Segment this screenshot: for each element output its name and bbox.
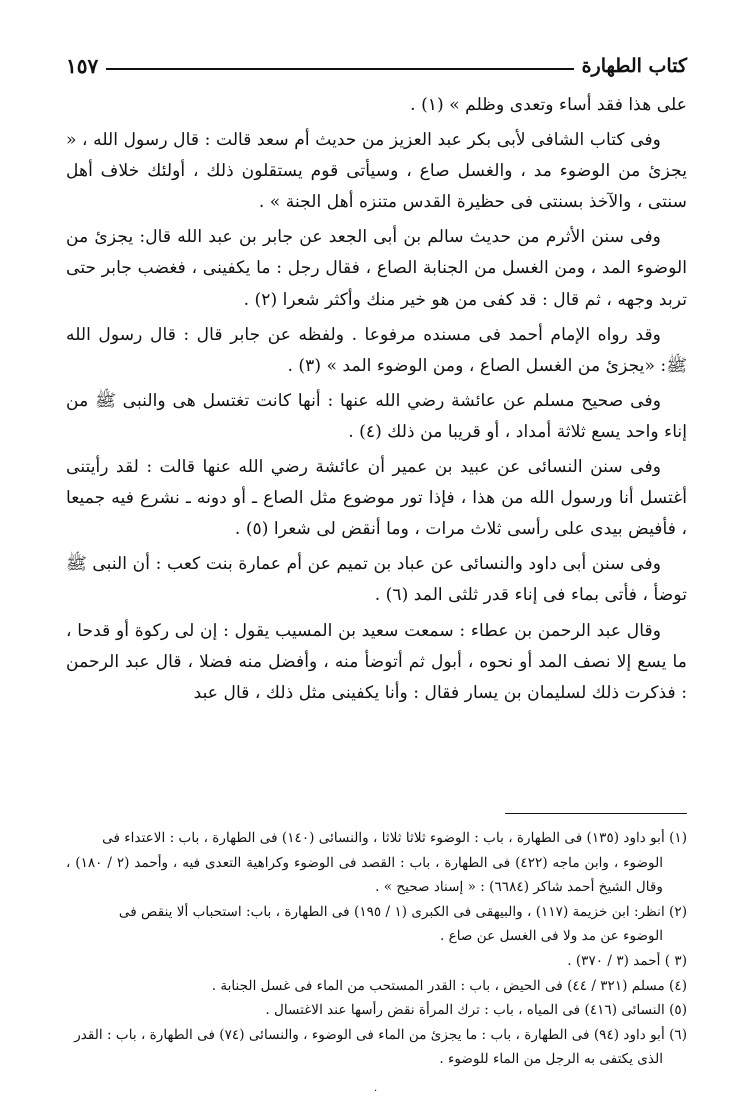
- footnote: [66, 949, 687, 974]
- footnote-line: (٥) النسائى (٤١٦) فى المياه ، باب : ترك المرأة نقض رأسها عند الاغتسال .: [265, 1002, 687, 1019]
- main-text: [66, 90, 687, 713]
- running-title: كتاب الطهارة: [581, 55, 687, 77]
- footnote: [66, 998, 687, 1023]
- footnote: [66, 826, 687, 900]
- footnote: [66, 974, 687, 999]
- paragraph: وفى سنن الأثرم من حديث سالم بن أبى الجعد عن جابر بن عبد الله قال: يجزئ من الوضوء المد ، ومن الغسل من الجنابة الصاع ، فقال رجل : ما يكفينى ، فغضب جابر حتى تربد وجهه ، ثم قال : قد كفى من هو خير منك وأكثر شعرا (٢) .: [66, 227, 687, 310]
- paragraph: وقد رواه الإمام أحمد فى مسنده مرفوعا . ولفظه عن جابر قال : قال رسول الله ﷺ: «يجزئ من الغسل الصاع ، ومن الوضوء المد » (٣) .: [66, 324, 687, 376]
- footnote-line: (١) أبو داود (١٣٥) فى الطهارة ، باب : الوضوء ثلاثا ثلاثا ، والنسائى (١٤٠) فى الطهارة ، باب : الاعتداء فى: [102, 830, 687, 846]
- footnotes: [66, 826, 687, 1072]
- footnote-continuation: الذى يكتفى به الرجل من الماء للوضوء .: [439, 1051, 663, 1068]
- footnote-line: (٣ ) أحمد (٣ / ٣٧٠) .: [567, 952, 687, 969]
- header-rule: [106, 68, 573, 70]
- footnote: [66, 900, 687, 949]
- paragraph: وفى كتاب الشافى لأبى بكر عبد العزيز من حديث أم سعد قالت : قال رسول الله ، « يجزئ من الوضوء مد ، والغسل صاع ، وسيأتى قوم يستقلون ذلك ، أولئك خلاف أهل سنتى ، والآخذ بسنتى فى حظيرة القدس متنزه أهل الجنة » .: [66, 130, 687, 213]
- footnote-line: (٤) مسلم (٣٢١ / ٤٤) فى الحيض ، باب : القدر المستحب من الماء فى غسل الجنابة .: [211, 977, 687, 994]
- page-header: [66, 54, 687, 78]
- page-number: ١٥٧: [66, 54, 99, 78]
- footnote: [66, 1023, 687, 1072]
- page-mark: ·: [374, 1086, 378, 1097]
- paragraph: وفى صحيح مسلم عن عائشة رضي الله عنها : أنها كانت تغتسل هى والنبى ﷺ من إناء واحد يسع ثلاثة أمداد ، أو قريبا من ذلك (٤) .: [66, 390, 687, 442]
- paragraph: وفى سنن أبى داود والنسائى عن عباد بن تميم عن أم عمارة بنت كعب : أن النبى ﷺ توضأ ، فأتى بماء فى إناء قدر ثلثى المد (٦) .: [66, 554, 687, 606]
- footnote-continuation: الوضوء عن مد ولا فى الغسل عن صاع .: [440, 928, 663, 945]
- footnote-line: (٢) انظر: ابن خزيمة (١١٧) ، والبيهقى فى الكبرى (١ / ١٩٥) فى الطهارة ، باب: استحباب ألا ينقص فى: [118, 903, 687, 920]
- footnote-line: (٦) أبو داود (٩٤) فى الطهارة ، باب : ما يجزئ من الماء فى الوضوء ، والنسائى (٧٤) فى الطهارة ، باب : القدر: [74, 1026, 687, 1043]
- paragraph: وقال عبد الرحمن بن عطاء : سمعت سعيد بن المسيب يقول : إن لى ركوة أو قدحا ، ما يسع إلا نصف المد أو نحوه ، أبول ثم أتوضأ منه ، وأفضل منه فضلا ، قال عبد الرحمن : فذكرت ذلك لسليمان بن يسار فقال : وأنا يكفينى مثل ذلك ، قال عبد: [66, 620, 687, 703]
- footnote-continuation: الوضوء ، وابن ماجه (٤٢٢) فى الطهارة ، باب : القصد فى الوضوء وكراهية التعدى فيه ، وأحمد (٢ / ١٨٠) ، وقال الشيخ أحمد شاكر (٦٦٨٤) : « إسناد صحيح » .: [66, 854, 663, 896]
- paragraph: وفى سنن النسائى عن عبيد بن عمير أن عائشة رضي الله عنها قالت : لقد رأيتنى أغتسل أنا ورسول الله من هذا ، فإذا تور موضوع مثل الصاع ـ أو دونه ـ نشرع فيه جميعا ، فأفيض بيدى على رأسى ثلاث مرات ، وما أنقض لى شعرا (٥) .: [66, 457, 687, 540]
- paragraph: على هذا فقد أساء وتعدى وظلم » (١) .: [410, 95, 687, 115]
- footnote-separator: [505, 813, 687, 814]
